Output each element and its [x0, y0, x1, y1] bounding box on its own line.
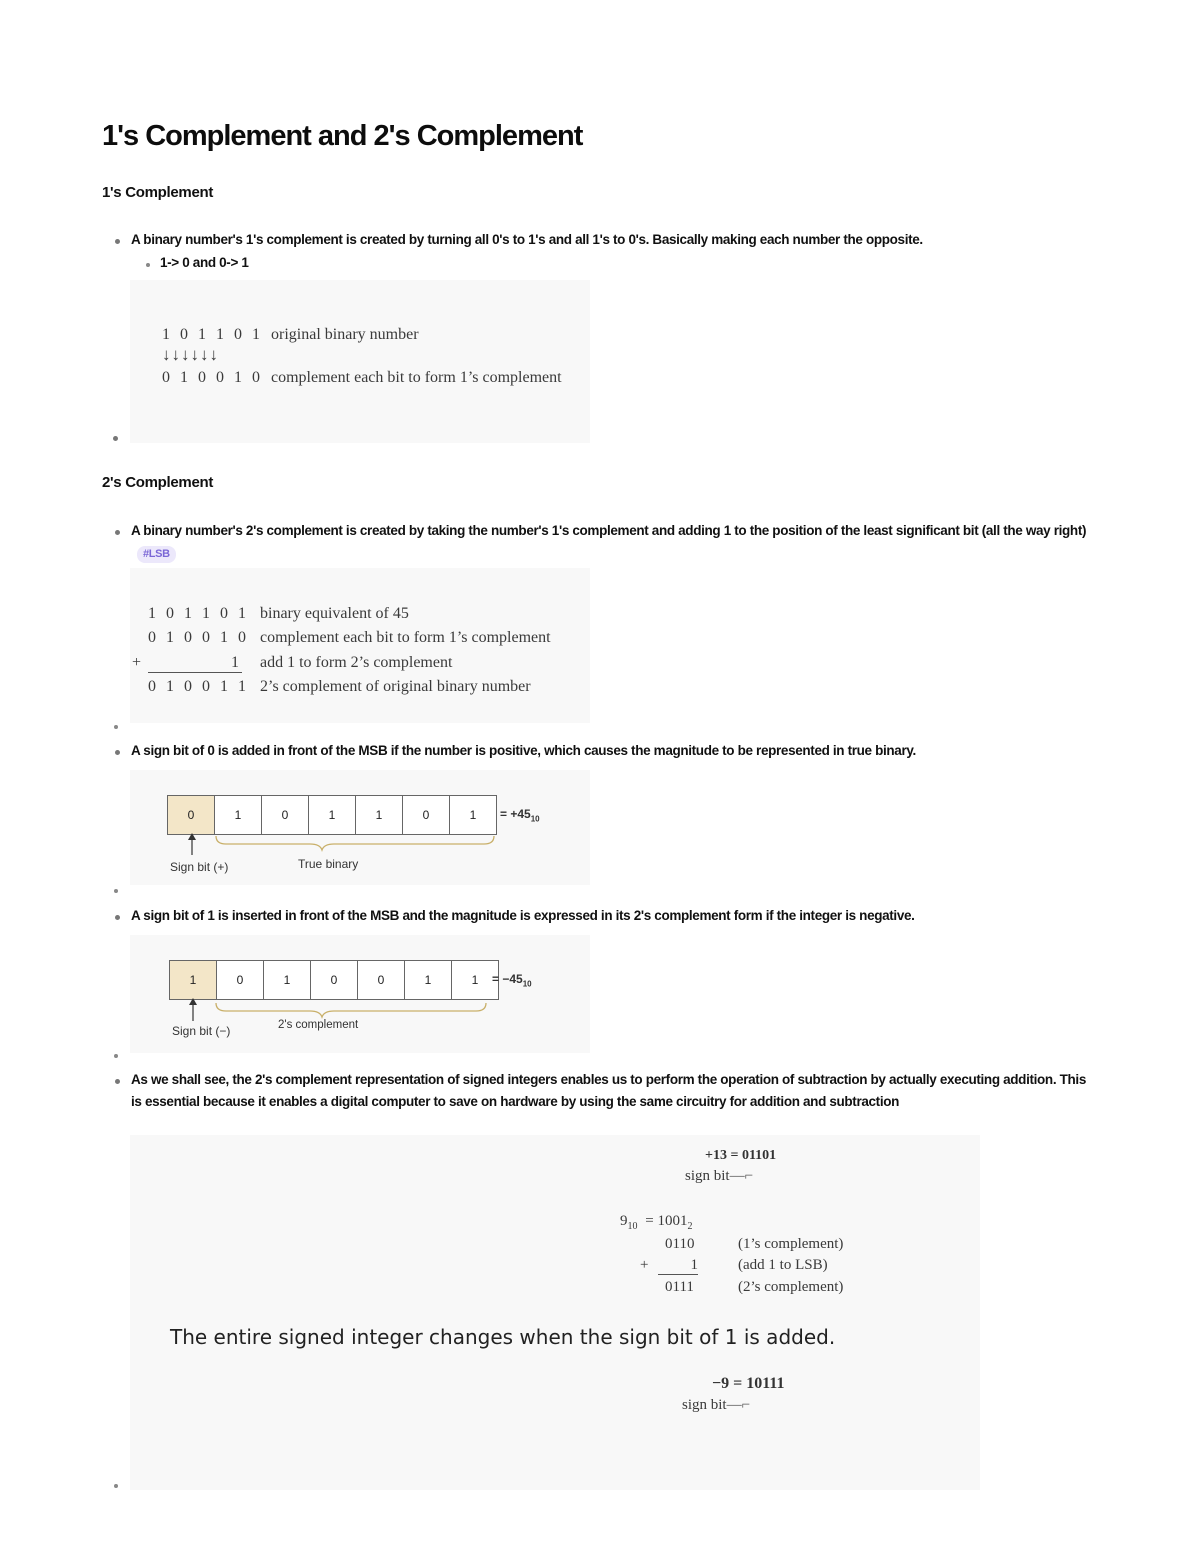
add-one-label: (add 1 to LSB) — [738, 1257, 828, 1273]
nine-decimal-base: 10 — [627, 1221, 638, 1232]
true-binary-label: True binary — [298, 857, 359, 871]
add-plus: + — [640, 1257, 649, 1273]
add-one-value: 1 — [658, 1257, 698, 1275]
fig1-bits-1: 0 1 0 0 1 0 — [148, 629, 249, 646]
bullet-dot — [113, 436, 118, 441]
bit-cell: 0 — [357, 960, 405, 1000]
positive-sign-label: Sign bit (+) — [170, 860, 229, 874]
complement-bits: 0 1 0 0 1 0 — [162, 369, 263, 386]
negative-result: = −45 — [492, 972, 523, 986]
bit-cell: 0 — [167, 795, 215, 835]
ones-comp-label: (1’s complement) — [738, 1236, 844, 1252]
twos-comp-value: 0111 — [665, 1279, 694, 1295]
bullet-dot — [115, 239, 120, 244]
bit-cell: 1 — [263, 960, 311, 1000]
bullet-dot — [114, 725, 118, 729]
sign-change-sentence: The entire signed integer changes when the sign bit of 1 is added. — [170, 1325, 836, 1349]
fig1-label-2: add 1 to form 2’s complement — [260, 654, 453, 671]
bit-cell: 1 — [451, 960, 499, 1000]
fig1-bits-2: 1 — [148, 654, 242, 673]
section-heading-ones: 1's Complement — [102, 184, 214, 201]
fig1-plus: + — [132, 654, 142, 671]
ones-bullet: A binary number's 1's complement is created by turning all 0's to 1's and all 1's to 0's. Basically making each number the opposite. — [131, 232, 923, 247]
sign-bit-label-1: sign bit — [685, 1168, 730, 1184]
twos-complement-figure — [130, 568, 590, 723]
ones-comp-value: 0110 — [665, 1236, 695, 1252]
negative-sign-label: Sign bit (−) — [172, 1024, 231, 1038]
twos-bullet-positive: A sign bit of 0 is added in front of the MSB if the number is positive, which causes the magnitude to be represented in true binary. — [131, 743, 916, 758]
bit-cell: 0 — [216, 960, 264, 1000]
bit-cell: 0 — [261, 795, 309, 835]
fig1-label-0: binary equivalent of 45 — [260, 605, 409, 622]
nine-binary-base: 2 — [687, 1221, 693, 1232]
bit-cell: 1 — [308, 795, 356, 835]
nine-binary: = 1001 — [645, 1213, 688, 1229]
original-label: original binary number — [271, 326, 419, 343]
bit-cell: 0 — [310, 960, 358, 1000]
bit-cell: 1 — [214, 795, 262, 835]
section-heading-twos: 2's Complement — [102, 474, 214, 491]
twos-bullet-subtraction: As we shall see, the 2's complement representation of signed integers enables us to perform the operation of subtraction by actually executing addition. This is essential because it enables a digital computer to save on hardware by using the same circuitry for addition and subtraction — [131, 1072, 1086, 1109]
bit-cell: 0 — [402, 795, 450, 835]
positive-result: = +45 — [500, 807, 531, 821]
nine-decimal: 9 — [620, 1213, 628, 1229]
bit-cell: 1 — [404, 960, 452, 1000]
bit-cell: 1 — [355, 795, 403, 835]
positive-sign-figure — [130, 770, 590, 885]
bullet-dot — [114, 1054, 118, 1058]
twos-bullet-lsb-text: A binary number's 2's complement is created by taking the number's 1's complement and adding 1 to the position of the least significant bit (all the way right) — [131, 523, 1087, 538]
subtraction-figure: +13 = 01101 sign bit—⌐ $9_{10} = 1001_2$ 0110 (1’s complement) + 1 (add 1 to LSB) 0111 (2’s complement) The entire signed integer changes when the sign bit of 1 is added. −9 = 10111 sign bit—⌐ — [130, 1135, 980, 1490]
fig1-label-3: 2’s complement of original binary number — [260, 678, 531, 695]
neg9-line: −9 = 10111 — [712, 1375, 785, 1392]
bit-cell: 1 — [169, 960, 217, 1000]
ones-complement-figure — [130, 280, 590, 443]
positive-result-base: 10 — [530, 814, 540, 824]
bullet-dot — [115, 915, 120, 920]
twos-complement-brace-label: 2's complement — [278, 1019, 359, 1031]
page-title: 1's Complement and 2's Complement — [102, 120, 583, 152]
bullet-dot — [115, 1079, 120, 1084]
fig1-label-1: complement each bit to form 1’s complement — [260, 629, 551, 646]
fig1-bits-3: 0 1 0 0 1 1 — [148, 678, 249, 695]
bullet-dot — [115, 750, 120, 755]
lsb-tag[interactable]: #LSB — [137, 546, 176, 563]
bullet-dot — [115, 530, 120, 535]
sign-bit-label-2: sign bit — [682, 1397, 727, 1413]
negative-result-base: 10 — [522, 979, 532, 989]
plus13-line: +13 = 01101 — [705, 1148, 777, 1163]
bullet-dot — [114, 889, 118, 893]
negative-sign-figure — [130, 935, 590, 1053]
twos-bullet-negative: A sign bit of 1 is inserted in front of the MSB and the magnitude is expressed in its 2's complement form if the integer is negative. — [131, 908, 915, 923]
ones-sub-bullet: 1-> 0 and 0-> 1 — [160, 255, 249, 270]
down-arrows: ↓↓↓↓↓↓ — [162, 345, 219, 364]
twos-bullet-lsb — [131, 520, 1111, 564]
original-bits: 1 0 1 1 0 1 — [162, 326, 263, 343]
twos-comp-label: (2’s complement) — [738, 1279, 844, 1295]
complement-label: complement each bit to form 1’s complement — [271, 369, 562, 386]
bit-cell: 1 — [449, 795, 497, 835]
bullet-dot — [146, 263, 150, 267]
bullet-dot — [114, 1484, 118, 1488]
fig1-bits-0: 1 0 1 1 0 1 — [148, 605, 249, 622]
